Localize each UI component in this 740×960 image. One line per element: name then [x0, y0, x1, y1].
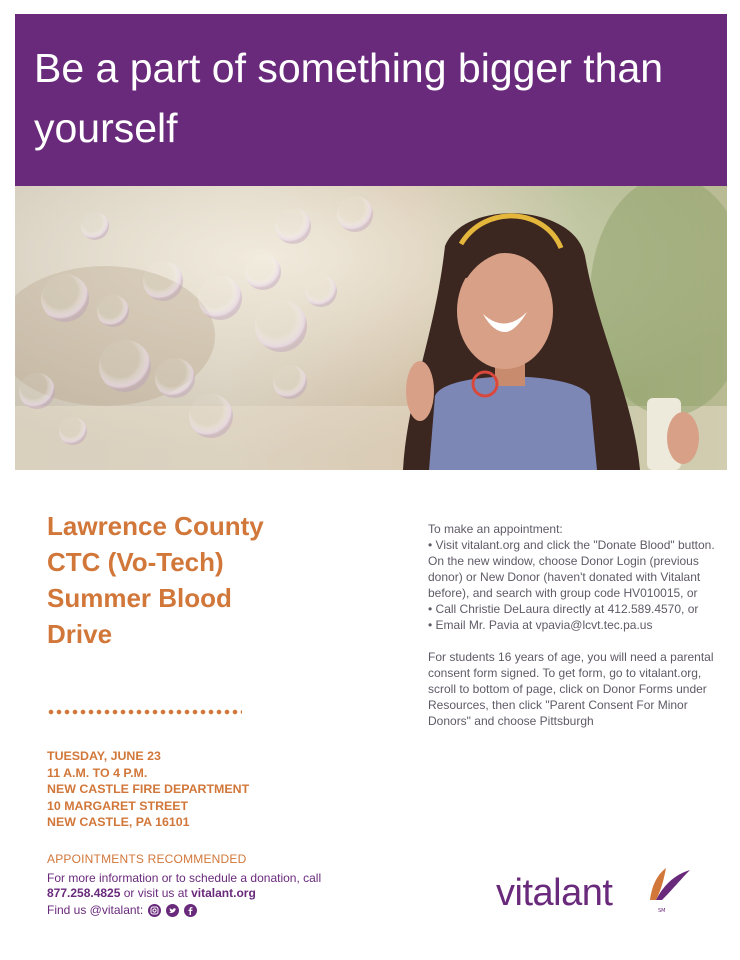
- appointment-instructions: [428, 521, 718, 729]
- list-item: • Call Christie DeLaura directly at 412.589.4570, or: [428, 601, 718, 617]
- list-item: • Email Mr. Pavia at vpavia@lcvt.tec.pa.us: [428, 617, 718, 633]
- vitalant-logo: [496, 860, 701, 920]
- instagram-icon[interactable]: [148, 904, 161, 917]
- event-time: 11 A.M. TO 4 P.M.: [47, 765, 148, 780]
- hero-photo: [15, 186, 727, 470]
- more-info-text: [47, 871, 347, 901]
- event-venue: NEW CASTLE FIRE DEPARTMENT: [47, 782, 250, 796]
- phone-number: 877.258.4825: [47, 886, 121, 900]
- event-title: Lawrence County CTC (Vo-Tech) Summer Blood Drive: [47, 511, 264, 649]
- logo-leaf-icon: [646, 860, 696, 904]
- instructions-intro: To make an appointment:: [428, 522, 563, 536]
- website-link[interactable]: vitalant.org: [191, 886, 256, 900]
- event-city: NEW CASTLE, PA 16101: [47, 815, 190, 829]
- logo-wordmark: vitalant: [496, 872, 613, 914]
- headline: Be a part of something bigger than yourself: [34, 45, 664, 151]
- twitter-icon[interactable]: [166, 904, 179, 917]
- info-prefix: For more information or to schedule a donation, call: [47, 871, 322, 885]
- logo-trademark: SM: [658, 908, 666, 914]
- facebook-icon[interactable]: [184, 904, 197, 917]
- dotted-divider: [47, 708, 242, 716]
- students-note: For students 16 years of age, you will need a parental consent form signed. To get form, go to vitalant.org, scroll to bottom of page, click on Donor Forms under Resources, then click "Parent Consent For Minor Donors" and choose Pittsburgh: [428, 650, 714, 728]
- find-us-label: Find us @vitalant:: [47, 903, 144, 917]
- instructions-list: [428, 537, 718, 633]
- info-mid: or visit us at: [123, 886, 188, 900]
- event-street: 10 MARGARET STREET: [47, 798, 189, 813]
- appointments-recommended: APPOINTMENTS RECOMMENDED: [47, 852, 247, 866]
- list-item: • Visit vitalant.org and click the "Donate Blood" button. On the new window, choose Donor Login (previous donor) or New Donor (haven't donated with Vitalant before), and search with group code HV010015, or: [428, 537, 718, 601]
- event-date: TUESDAY, JUNE 23: [47, 749, 161, 763]
- event-details: [47, 748, 249, 831]
- social-row: [47, 902, 197, 918]
